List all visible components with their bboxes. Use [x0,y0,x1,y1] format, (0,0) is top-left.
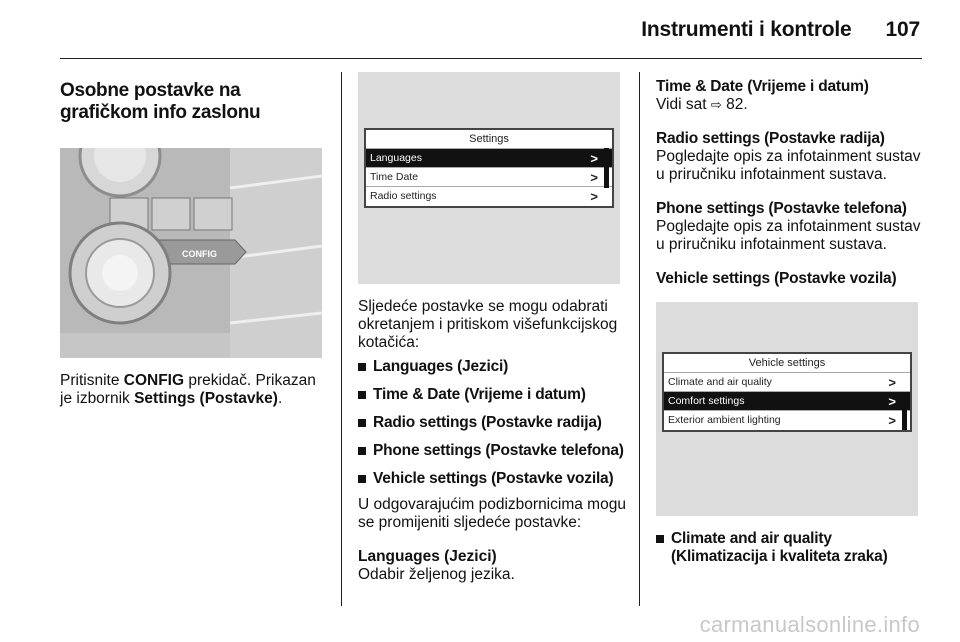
radio-body: Pogledajte opis za infotainment sustav u priručniku infotainment sustava. [656,148,921,183]
vehicle-row-exterior: Exterior ambient lighting > [664,410,910,429]
settings-row-time-date: Time Date > [366,167,612,186]
column-divider-1 [341,72,342,606]
radio-heading: Radio settings (Postavke radija) [656,130,885,147]
list-item: Radio settings (Postavke radija) [358,414,626,432]
time-date-body: Vidi sat ⇨ 82. [656,96,748,113]
list-item: Time & Date (Vrijeme i datum) [358,386,626,404]
chevron-right-icon: > [590,151,598,166]
intro-paragraph: Pritisnite CONFIG prekidač. Prikazan je izbornik Settings (Postavke). [60,372,316,407]
settings-display-title: Settings [469,133,509,145]
chevron-right-icon: > [888,394,896,409]
phone-body: Pogledajte opis za infotainment sustav u priručniku infotainment sustava. [656,218,921,253]
watermark: carmanualsonline.info [699,612,920,637]
scrollbar-thumb [604,148,609,188]
vehicle-row-comfort: Comfort settings > [664,391,910,410]
languages-body: Odabir željenog jezika. [358,566,515,583]
settings-display [364,128,614,208]
submenu-paragraph: U odgovarajućim podizbornicima mogu se promijeniti sljedeće postavke: [358,496,626,531]
time-date-block [656,78,924,114]
column-1 [60,80,328,408]
page-header [641,18,920,42]
column-3 [656,78,924,576]
section-heading: Osobne postavke na grafičkom info zaslonu [60,80,261,123]
page-title: Instrumenti i kontrole [641,18,852,41]
vehicle-row-climate: Climate and air quality > [664,372,910,391]
phone-heading: Phone settings (Postavke telefona) [656,200,907,217]
header-rule [60,58,922,59]
page-number: 107 [885,18,920,41]
list-item: Phone settings (Postavke telefona) [358,442,626,460]
lead-paragraph: Sljedeće postavke se mogu odabrati okretanjem i pritiskom višefunkcijskog kotačića: [358,298,618,351]
list-item: Climate and air quality (Klimatizacija i kvaliteta zraka) [656,530,924,566]
settings-row-radio: Radio settings > [366,186,612,205]
control-panel-photo [60,148,322,358]
settings-screen-figure [358,72,620,284]
column-divider-2 [639,72,640,606]
arrow-ref-icon: ⇨ [710,97,722,112]
chevron-right-icon: > [590,170,598,185]
chevron-right-icon: > [888,375,896,390]
phone-block [656,200,924,254]
languages-heading: Languages (Jezici) [358,548,497,565]
list-item: Languages (Jezici) [358,358,626,376]
vehicle-heading: Vehicle settings (Postavke vozila) [656,270,897,287]
scrollbar-thumb [902,392,907,430]
config-button-label: CONFIG [182,249,217,259]
vehicle-screen-figure [656,302,918,516]
time-date-heading: Time & Date (Vrijeme i datum) [656,78,869,95]
chevron-right-icon: > [888,413,896,428]
vehicle-display-title: Vehicle settings [748,357,826,369]
settings-row-languages: Languages > [366,148,612,167]
vehicle-settings-list [656,530,924,566]
chevron-right-icon: > [590,189,598,204]
settings-list [358,358,626,488]
column-2 [358,72,626,584]
radio-block [656,130,924,184]
vehicle-display [662,352,912,432]
list-item: Vehicle settings (Postavke vozila) [358,470,626,488]
